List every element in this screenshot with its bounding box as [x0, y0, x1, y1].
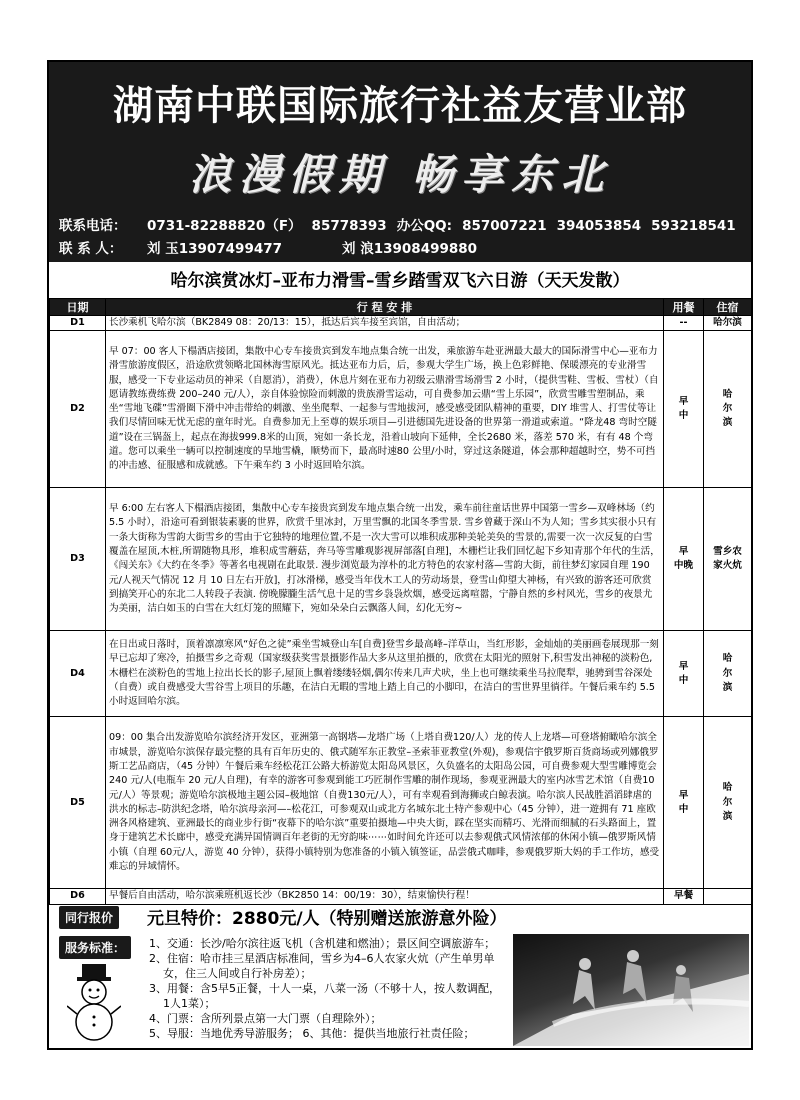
skiers-image [513, 934, 749, 1046]
desc-cell: 早餐后自由活动，哈尔滨乘班机返长沙（BK2850 14：00/19：30），结束愉快行程！ [106, 889, 664, 904]
day-cell: D4 [50, 631, 106, 717]
meal-cell: 早 中 [664, 631, 704, 717]
qq-3: 593218541 [651, 218, 736, 234]
stay-cell: 哈 尔 滨 [704, 717, 752, 889]
service-list [149, 936, 519, 1041]
stay-cell: 雪乡农 家火炕 [704, 488, 752, 631]
qq-1: 857007221 [462, 218, 547, 234]
stay-cell: 哈 尔 滨 [704, 631, 752, 717]
table-row [50, 488, 752, 631]
qq-2: 394053854 [556, 218, 642, 234]
service-item: 2、住宿：哈市挂三星酒店标准间，雪乡为4–6人农家火炕（产生单男单 [149, 952, 495, 965]
phone-2: 85778393 [311, 218, 387, 234]
qq-label: 办公QQ: [396, 218, 453, 234]
desc-cell: 09：00 集合出发游览哈尔滨经济开发区，亚洲第一高钢塔—龙塔广场（上塔自费120/人）龙的传人上龙塔—可登塔俯瞰哈尔滨全市城景，游览哈尔滨保存最完整的具有百年历史的、俄式随军东正教堂–圣索菲亚教堂(外观)，参观信宇俄罗斯百货商场或列娜俄罗斯工艺品商店，（45 分钟）午餐后乘车经松花江公路大桥游览太阳岛风景区，久负盛名的太阳岛公园，可自费参观大型雪雕博览会 240 元/人(电瓶车 20 元/人自理)，有幸的游客可参观到能工巧匠制作雪雕的制作现场，参观亚洲最大的室内冰雪艺术馆（自费10元/人）等景观；游览哈尔滨极地主题公园–极地馆（自费130元/人），可有幸观看到海狮或白鲸表演。哈尔滨人民战胜滔滔肆虐的洪水的标志–防洪纪念塔，哈尔滨母亲河—–松花江，可参观双山或北方名城东北土特产参观中心（45 分钟），进一遊拥有 71 座欧洲各风格建筑、亚洲最长的商业步行街“夜幕下的哈尔滨”重要拍摄地—中央大街，踩在坚实而精巧、光滑而细腻的石头路面上，置身于建筑艺术长廊中，感受充满异国情调百年老街的无穷韵味⋯⋯如时间允许还可以去参观俄式风情浓郁的休闲小镇—俄罗斯风情小镇（自理 60元/人，游览 40 分钟），获得小镇特别为您准备的小镇入镇签证，品尝俄式咖啡，参观俄罗斯大妈的手工作坊，感受难忘的异域情怀。 [106, 717, 664, 889]
service-item: 1、交通：长沙/哈尔滨往返飞机（含机建和燃油）；景区间空调旅游车； [149, 937, 496, 950]
table-row [50, 331, 752, 488]
desc-cell: 在日出或日落时，顶着凛凛寒风“好色之徒”乘坐雪城登山车[自费]登雪乡最高峰–洋草山，当红形影，金灿灿的美丽画卷展现那一刻早已忘却了寒冷，拍摄雪乡之奇观（国家级获奖雪景摄影作品大多从这里拍摄的，欣赏在太阳光的照射下,积雪发出神秘的淡粉色,木栅栏在淡粉色的雪地上拉出长长的影子,屋顶上飘着缕缕轻烟,偶尔传来几声犬吠，坐上也可继续乘坐马拉爬犁，驰骋到雪谷深处（自费）或自费感受大雪谷雪上项目的乐趣，在洁白无暇的雪地上踏上自己的小脚印，在洁白的雪世界里徜徉。午餐后乘车约 5.5 小时返回哈尔滨。 [106, 631, 664, 717]
meal-cell: -- [664, 316, 704, 331]
contact-row [59, 237, 487, 257]
service-item: 女，住三人间或自行补房差）； [163, 967, 312, 980]
day-cell: D1 [50, 316, 106, 331]
contact-2: 刘 浪13908499880 [342, 241, 478, 257]
slogan: 浪漫假期 畅享东北 [188, 150, 612, 199]
header-meal: 用餐 [664, 299, 704, 316]
service-badge: 服务标准： [59, 936, 131, 959]
meal-cell: 早 中晚 [664, 488, 704, 631]
table-row [50, 717, 752, 889]
stay-cell: 哈尔滨 [704, 316, 752, 331]
header-banner [49, 62, 751, 262]
meal-cell: 早餐 [664, 889, 704, 904]
service-item: 5、导服：当地优秀导游服务； 6、其他：提供当地旅行社责任险； [149, 1027, 475, 1040]
footer [49, 902, 751, 1048]
day-cell: D6 [50, 889, 106, 904]
service-item: 3、用餐：含5早5正餐，十人一桌，八菜一汤（不够十人，按人数调配， [149, 982, 500, 995]
service-item: 1人1菜）； [163, 997, 216, 1010]
company-name: 湖南中联国际旅行社益友营业部 [113, 83, 687, 129]
desc-cell: 长沙乘机飞哈尔滨（BK2849 08：20/13：15），抵达后宾车接至宾馆，自由活动； [106, 316, 664, 331]
flyer [47, 60, 753, 1050]
phone-label: 联系电话： [59, 218, 127, 234]
table-row [50, 316, 752, 331]
day-cell: D3 [50, 488, 106, 631]
price-text: 元旦特价：2880元/人（特别赠送旅游意外险） [147, 909, 507, 929]
service-item: 4、门票：含所列景点第一大门票（自理除外）； [149, 1012, 382, 1025]
header-date: 日期 [50, 299, 106, 316]
desc-cell: 早 6:00 左右客人下榻酒店接团，集散中心专车接贵宾到发车地点集合统一出发，乘车前往童话世界中国第一雪乡—双峰林场（约 5.5 小时），沿途可看到银装素裹的世界，欣赏千里冰封，万里雪飘的北国冬季雪景. 雪乡曾藏于深山不为人知；雪乡其实很小只有一条大街称为雪韵大街雪乡的雪由于它独特的地理位置,不是一次大雪可以堆积成那种美轮美奂的雪景的,需要一次一次反复的白雪覆盖在屋顶,木桩,所谓随物具形，堆积成雪蘑菇，奔马等雪雕观影视屏部落[自理]，木栅栏让我们回忆起下乡知青那个年代的生活，《闯关东》《大约在冬季》等著名电视剧在此取景. 漫步浏览最为淳朴的北方特色的农家村落—雪韵大街，前往梦幻家园自理 190 元/人视天气情况 12 月 10 日左右开放]，打冰滑梯，感受当年伐木工人的劳动场景，登雪山仰望大神杨，有兴致的游客还可欣赏到搞笑开心的东北二人转段子表演. 傍晚朦朧生活气息十足的雪乡袅袅炊烟，感受远离喧嚣，宁静自然的乡村风光，雪乡的夜景尤为美丽，洁白如玉的白雪在大红灯笼的照耀下，宛如朵朵白云飘落人间，幻化无穷~ [106, 488, 664, 631]
phone-1: 0731-82288820（F） [147, 218, 302, 234]
tour-title: 哈尔滨赏冰灯–亚布力滑雪–雪乡踏雪双飞六日游（天天发散） [170, 271, 630, 291]
phone-row [59, 214, 746, 234]
desc-cell: 早 07：00 客人下榻酒店接团，集散中心专车接贵宾到发车地点集合统一出发，乘旅游车赴亚洲最大最大的国际滑雪中心—亚布力滑雪旅游度假区，沿途欣赏领略北国林海雪原风光。抵达亚布力后，后，参观大学生广场，换上色彩鲜艳、保暖漂亮的专业滑雪服，感受一下专业运动员的神采（自愿消），消费），休息片刻在亚布力初级云鼎滑雪场滑雪 2 小时，（提供雪鞋、雪板、雪杖）（自愿请教练费练费 200–240 元/人），亲自体验惊险而刺激的贵族滑雪运动，可自费参加云鼎“雪上乐园”，欣赏雪雕雪塑制品，乘坐“雪地飞碟”雪滑圈下滑中冲击带给的刺激、坐坐爬犁、一起参与雪地拔河，感受感受团队精神的重要，DIY 堆雪人、打雪仗等让我们尽情回味无忧无虑的童年时光。自费参加无上至尊的娱乐项目—引进德国先进设备的世界第一滑道或索道。“降龙48 弯时空隧道”设在三锅盔上，起点在海拔999.8米的山顶，宛如一条长龙，沿着山坡向下延伸，全长2680 米，落差 570 米，有有 48 个弯道。您可以乘坐一辆可以控制速度的旱地雪橇，顺势而下，最高时速80 公里/小时，穿过这条隧道，体会那种超越时空，势不可挡的冲击感、征服感和成就感。下午乘车约 3 小时返回哈尔滨。 [106, 331, 664, 488]
contact-label: 联 系 人： [59, 241, 123, 257]
header-stay: 住宿 [704, 299, 752, 316]
meal-cell: 早 中 [664, 331, 704, 488]
contact-1: 刘 玉13907499477 [147, 241, 283, 257]
day-cell: D2 [50, 331, 106, 488]
price-badge: 同行报价 [59, 906, 119, 929]
day-cell: D5 [50, 717, 106, 889]
itinerary-table [49, 298, 752, 905]
snowman-icon [67, 962, 121, 1042]
meal-cell: 早 中 [664, 717, 704, 889]
stay-cell: 哈 尔 滨 [704, 331, 752, 488]
table-row [50, 631, 752, 717]
header-itinerary: 行 程 安 排 [106, 299, 664, 316]
ski-photo [513, 934, 749, 1046]
